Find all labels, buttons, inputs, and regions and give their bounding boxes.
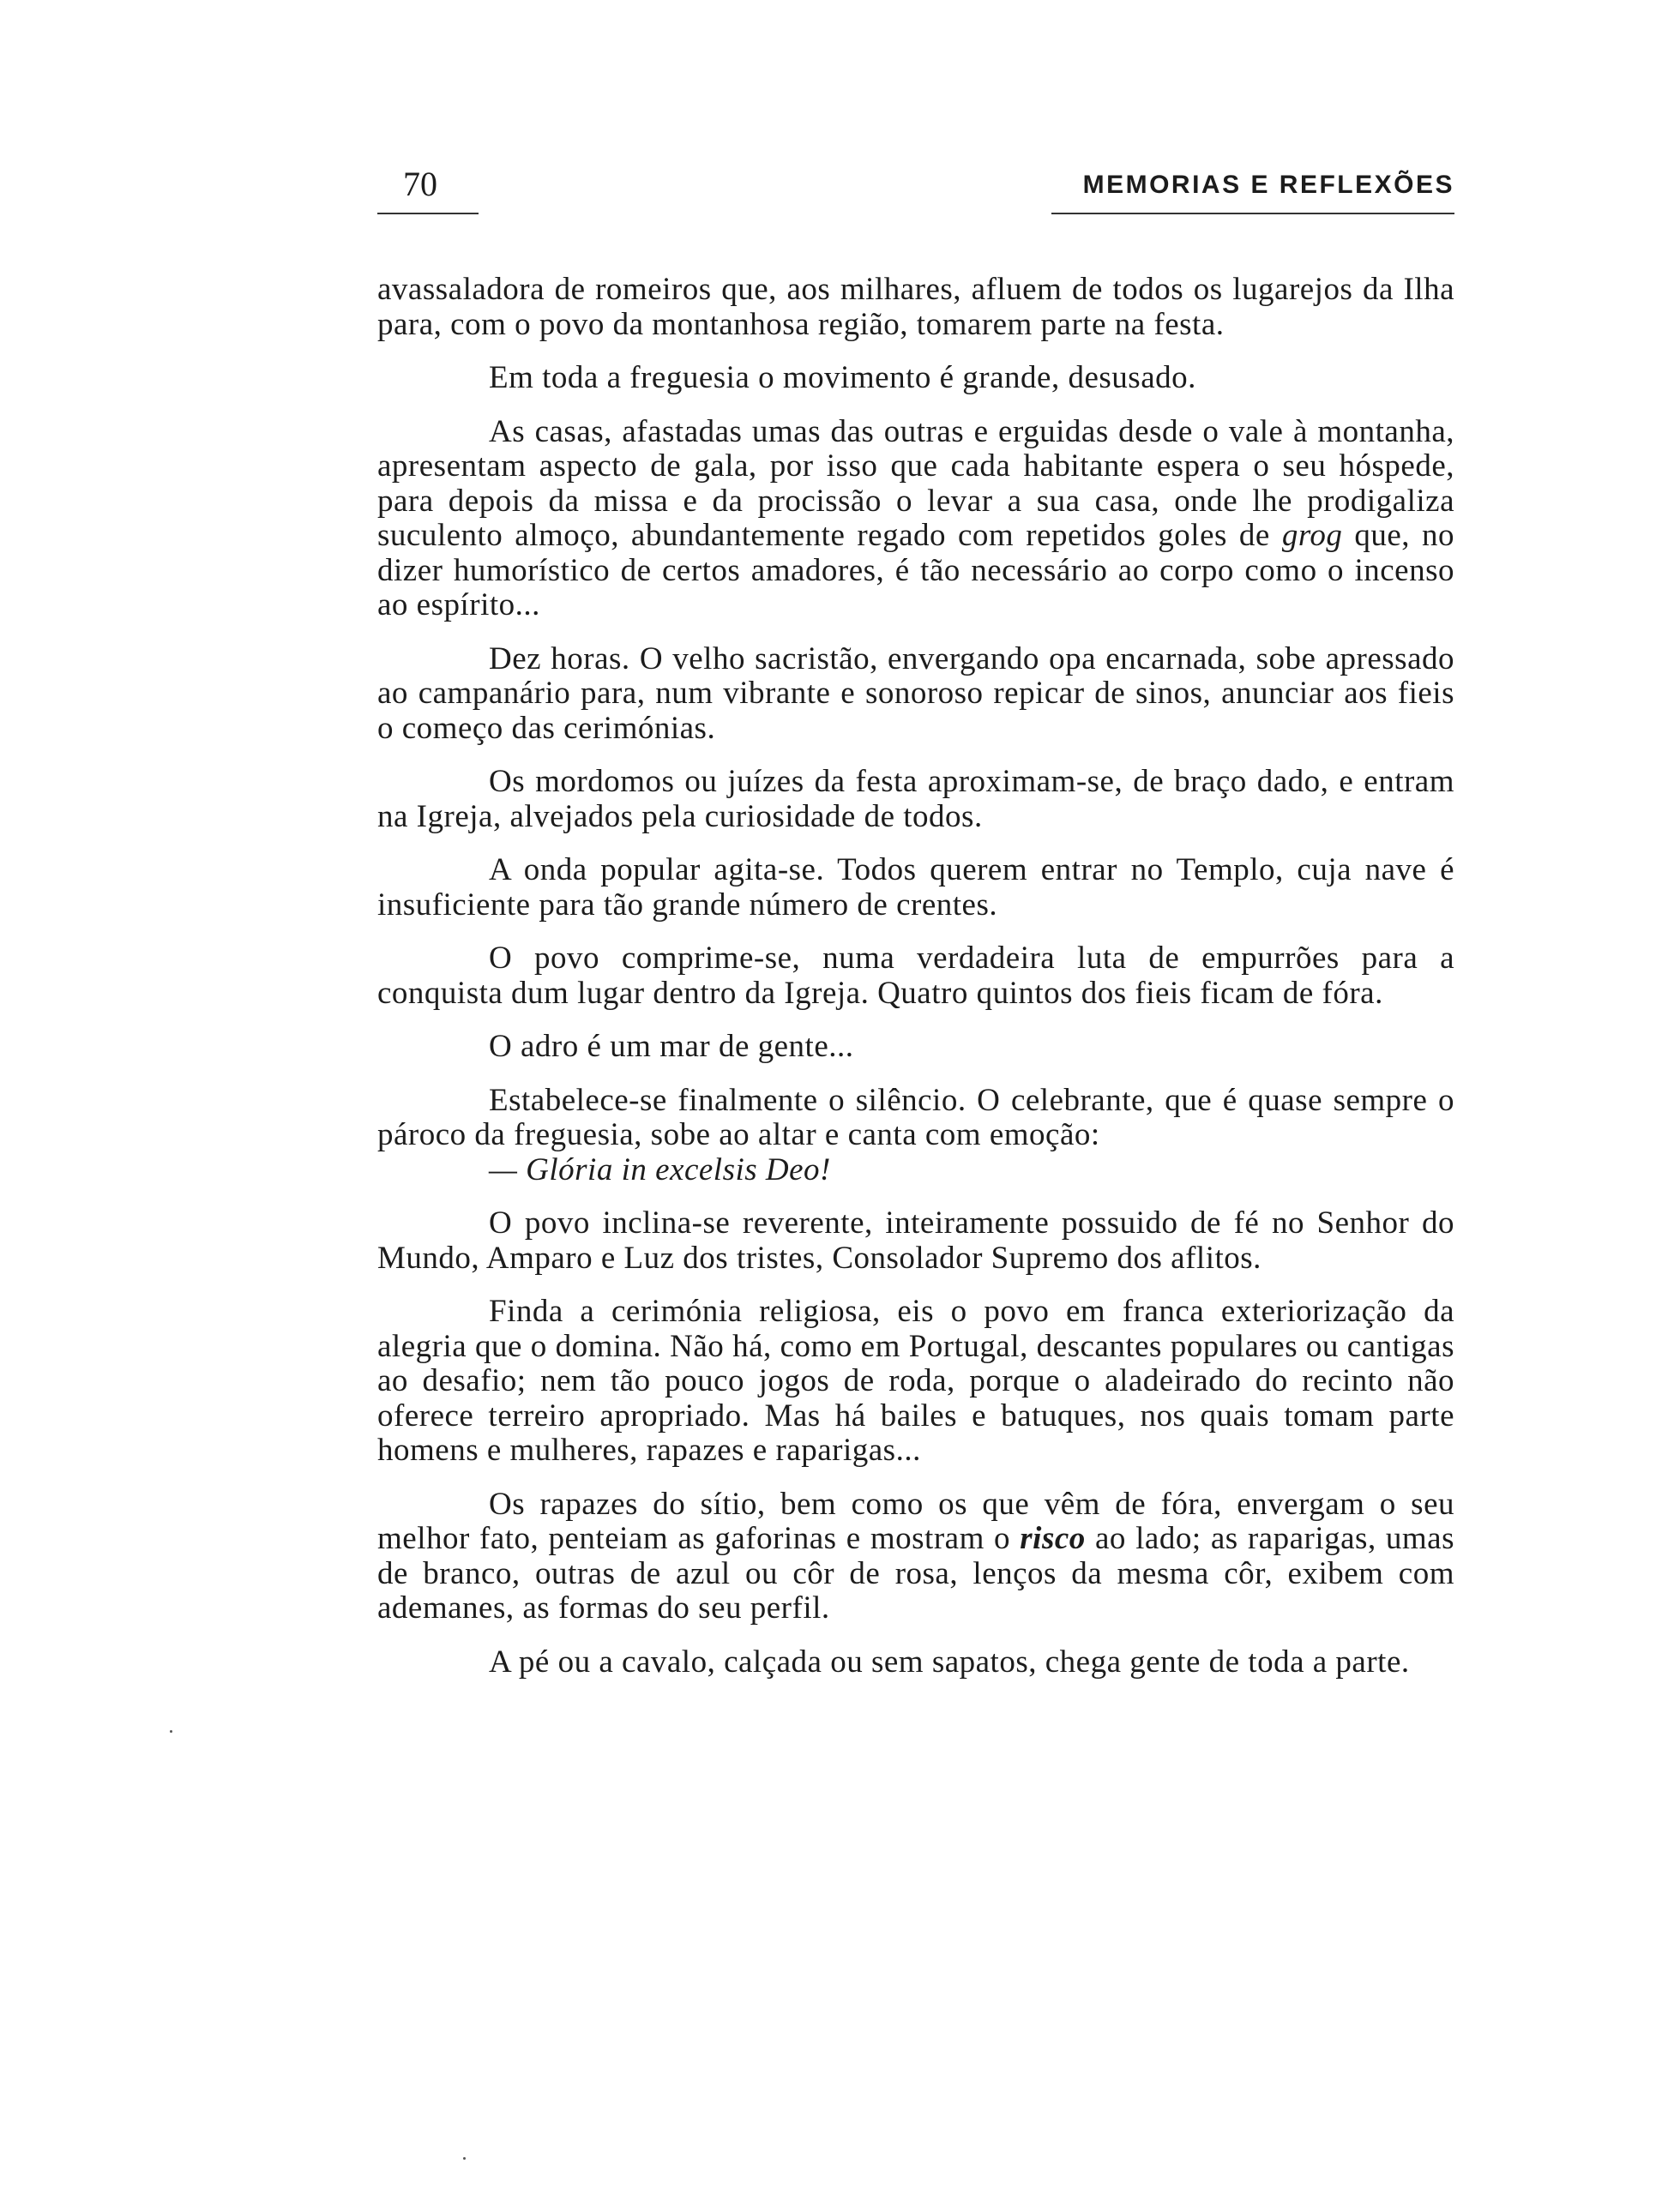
- header-rule-left: [377, 213, 479, 214]
- paragraph-6: A onda popular agita-se. Todos querem entrar no Templo, cuja nave é insuficiente para tão grande número de crentes.: [377, 852, 1454, 923]
- print-speck: [463, 2157, 466, 2160]
- paragraph-12-text-b: ao lado; as raparigas, umas de branco, outras de azul ou côr de rosa, lenços da mesma côr, exibem com ademanes, as formas do seu perfil.: [377, 1521, 1455, 1626]
- paragraph-7: O povo comprime-se, numa verdadeira luta de empurrões para a conquista dum lugar dentro da Igreja. Quatro quintos dos fieis ficam de fóra.: [377, 941, 1454, 1011]
- paragraph-10: O povo inclina-se reverente, inteiramente possuido de fé no Senhor do Mundo, Amparo e Luz dos tristes, Consolador Supremo dos aflitos.: [377, 1205, 1454, 1276]
- paragraph-12-italic: risco: [1020, 1521, 1086, 1556]
- body-text: [377, 273, 1454, 1698]
- paragraph-3: [377, 415, 1454, 623]
- paragraph-9: [377, 1084, 1454, 1188]
- paragraph-3-text-a: As casas, afastadas umas das outras e erguidas desde o vale à montanha, apresentam aspecto de gala, por isso que cada habitante espera o seu hóspede, para depois da missa e da procissão o levar a sua casa, onde lhe prodigaliza suculento almoço, abundantemente regado com repetidos goles de: [377, 413, 1454, 553]
- page-header: [377, 163, 1454, 214]
- paragraph-1: avassaladora de romeiros que, aos milhares, afluem de todos os lugarejos da Ilha para, com o povo da montanhosa região, tomarem parte na festa.: [377, 272, 1454, 342]
- paragraph-5: Os mordomos ou juízes da festa aproximam-se, de braço dado, e entram na Igreja, alvejados pela curiosidade de todos.: [377, 764, 1454, 834]
- paragraph-4: Dez horas. O velho sacristão, envergando opa encarnada, sobe apressado ao campanário para, num vibrante e sonoroso repicar de sinos, anunciar aos fieis o começo das cerimónias.: [377, 640, 1454, 746]
- paragraph-11: Finda a cerimónia religiosa, eis o povo em franca exteriorização da alegria que o domina. Não há, como em Portugal, descantes populares ou cantigas ao desafio; nem tão pouco jogos de roda, porque o aladeirado do recinto não oferece terreiro apropriado. Mas há bailes e batuques, nos quais tomam parte homens e mulheres, rapazes e raparigas...: [377, 1294, 1454, 1468]
- page-number: 70: [403, 165, 437, 203]
- paragraph-3-text-b: que, no dizer humorístico de certos amadores, é tão necessário ao corpo como o incenso ao espírito...: [377, 518, 1454, 622]
- paragraph-13: A pé ou a cavalo, calçada ou sem sapatos, chega gente de toda a parte.: [489, 1644, 1410, 1680]
- header-rule-right: [1051, 213, 1454, 214]
- print-speck: [170, 1730, 172, 1733]
- running-title: MEMORIAS E REFLEXÕES: [1082, 171, 1454, 199]
- paragraph-12: [377, 1488, 1454, 1626]
- paragraph-12-text-a: Os rapazes do sítio, bem como os que vêm de fóra, envergam o seu melhor fato, penteiam as gaforinas e mostram o: [377, 1486, 1454, 1556]
- paragraph-2: Em toda a freguesia o movimento é grande, desusado.: [489, 360, 1196, 395]
- paragraph-3-italic: grog: [1281, 518, 1343, 553]
- paragraph-9-italic-line: — Glória in excelsis Deo!: [489, 1151, 831, 1187]
- paragraph-9-text: Estabelece-se finalmente o silêncio. O celebrante, que é quase sempre o pároco da freguesia, sobe ao altar e canta com emoção:: [377, 1082, 1454, 1152]
- paragraph-8: O adro é um mar de gente...: [489, 1029, 854, 1064]
